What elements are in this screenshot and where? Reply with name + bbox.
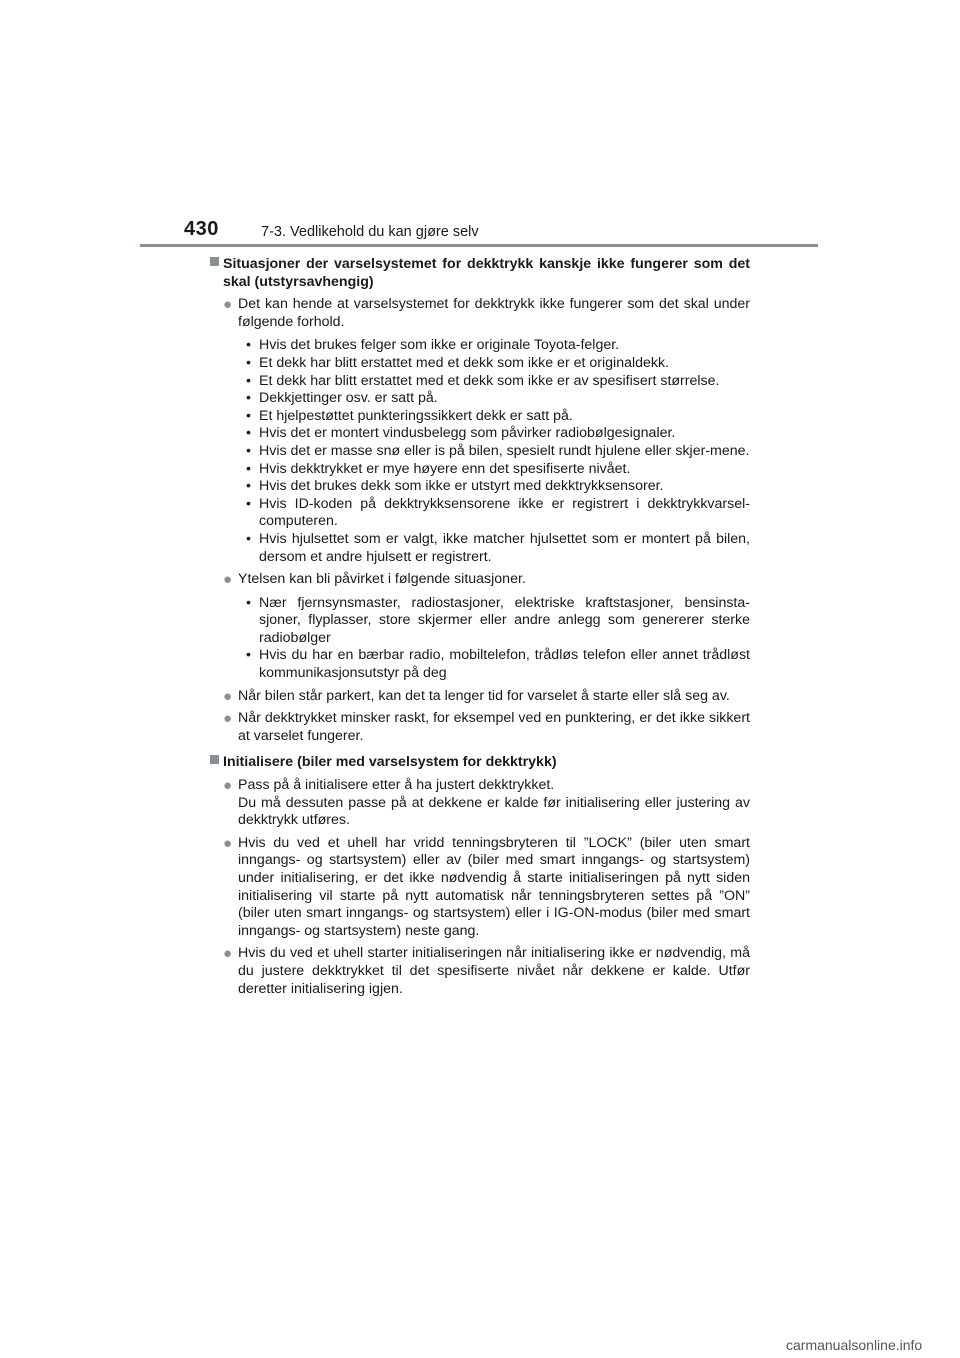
bullet-point [210,945,750,998]
dot-bullet-icon: • [246,530,251,547]
sub-list [210,337,750,566]
watermark: carmanualsonline.info [786,1337,923,1353]
circle-bullet-icon: ● [223,777,233,795]
circle-bullet-icon: ● [223,687,233,705]
dot-bullet-icon: • [246,647,251,664]
list-item-text: Hvis det brukes felger som ikke er originale Toyota-felger. [259,337,620,354]
dot-bullet-icon: • [246,460,251,477]
section-heading-text: Initialisere (biler med varselsystem for dekktrykk) [223,754,557,771]
dot-bullet-icon: • [246,354,251,371]
list-item [246,443,750,461]
bullet-point [210,835,750,941]
bullet-point [210,710,750,745]
list-item [246,478,750,496]
square-bullet-icon [210,752,223,765]
list-item [246,355,750,373]
list-item-text: Et dekk har blitt erstattet med et dekk som ikke er av spesifisert størrelse. [259,372,720,389]
page-number: 430 [184,218,219,240]
list-item [246,647,750,682]
bullet-point-text: Ytelsen kan bli påvirket i følgende situasjoner. [238,571,526,588]
list-item-text: Dekkjettinger osv. er satt på. [259,390,438,407]
bullet-point [210,688,750,706]
circle-bullet-icon: ● [223,710,233,728]
bullet-point-text: Hvis du ved et uhell har vridd tenningsbryteren til ”LOCK” (biler uten smart inngangs- og startsystem) eller av (biler med smart inngangs- og startsystem) under initialisering, er det ikke nødvendig å starte initialiseringen på nytt siden initialisering vil starte på nytt automatisk når tenningsbryteren settes på ”ON” (biler uten smart inngangs- og startsystem) eller i IG-ON-modus (biler med smart inngangs- og startsystem) neste gang. [238,834,750,939]
list-item-text: Nær fjernsynsmaster, radiostasjoner, elektriske kraftstasjoner, bensinsta-sjoner, flyplasser, store skjermer eller andre anlegg som genererer sterke radiobølger [259,594,750,646]
dot-bullet-icon: • [246,495,251,512]
list-item [246,390,750,408]
content-body [210,256,750,998]
list-item-text: Hvis hjulsettet som er valgt, ikke matcher hjulsettet som er montert på bilen, dersom et andre hjulsett er registrert. [259,530,750,565]
sub-list [210,595,750,683]
list-item [246,595,750,648]
section-heading [210,754,750,772]
dot-bullet-icon: • [246,407,251,424]
dot-bullet-icon: • [246,372,251,389]
list-item [246,531,750,566]
list-item-text: Hvis dekktrykket er mye høyere enn det spesifiserte nivået. [259,460,631,477]
bullet-point-text: Hvis du ved et uhell starter initialiseringen når initialisering ikke er nødvendig, må du justere dekktrykket til det spesifiserte nivået når dekkene er kalde. Utfør deretter initialisering igjen. [238,945,750,997]
list-item-text: Et hjelpestøttet punkteringssikkert dekk er satt på. [259,407,573,424]
dot-bullet-icon: • [246,594,251,611]
dot-bullet-icon: • [246,478,251,495]
list-item-text: Et dekk har blitt erstattet med et dekk som ikke er et originaldekk. [259,354,670,371]
dot-bullet-icon: • [246,442,251,459]
dot-bullet-icon: • [246,390,251,407]
list-item-text: Hvis det er masse snø eller is på bilen, spesielt rundt hjulene eller skjer-mene. [259,442,750,459]
section-title: 7-3. Vedlikehold du kan gjøre selv [261,224,479,240]
list-item-text: Hvis det er montert vindusbelegg som påvirker radiobølgesignaler. [259,425,676,442]
bullet-point-text: Pass på å initialisere etter å ha justert dekktrykket. Du må dessuten passe på at dekkene er kalde før initialisering eller justering av dekktrykk utføres. [238,777,750,829]
list-item-text: Hvis du har en bærbar radio, mobiltelefon, trådløs telefon eller annet trådløst kommunikasjonsutstyr på deg [259,647,750,682]
section-heading [210,256,750,291]
bullet-point [210,777,750,830]
section-heading-text: Situasjoner der varselsystemet for dekktrykk kanskje ikke fungerer som det skal (utstyrsavhengig) [223,256,750,290]
dot-bullet-icon: • [246,337,251,354]
circle-bullet-icon: ● [223,945,233,963]
list-item [246,373,750,391]
list-item [246,425,750,443]
bullet-point-text: Det kan hende at varselsystemet for dekktrykk ikke fungerer som det skal under følgende forhold. [238,296,750,330]
list-item [246,461,750,479]
square-bullet-icon [210,254,223,267]
list-item [246,337,750,355]
circle-bullet-icon: ● [223,296,233,314]
list-item-text: Hvis ID-koden på dekktrykksensorene ikke er registrert i dekktrykkvarsel-computeren. [259,495,750,530]
bullet-point [210,296,750,331]
bullet-point [210,571,750,589]
circle-bullet-icon: ● [223,834,233,852]
bullet-point-text: Når bilen står parkert, kan det ta lenger tid for varselet å starte eller slå seg av. [238,687,730,704]
header-rule [140,244,818,247]
list-item-text: Hvis det brukes dekk som ikke er utstyrt med dekktrykksensorer. [259,478,664,495]
bullet-point-text: Når dekktrykket minsker raskt, for eksempel ved en punktering, er det ikke sikkert at varselet fungerer. [238,710,750,744]
dot-bullet-icon: • [246,425,251,442]
circle-bullet-icon: ● [223,571,233,589]
list-item [246,408,750,426]
list-item [246,496,750,531]
